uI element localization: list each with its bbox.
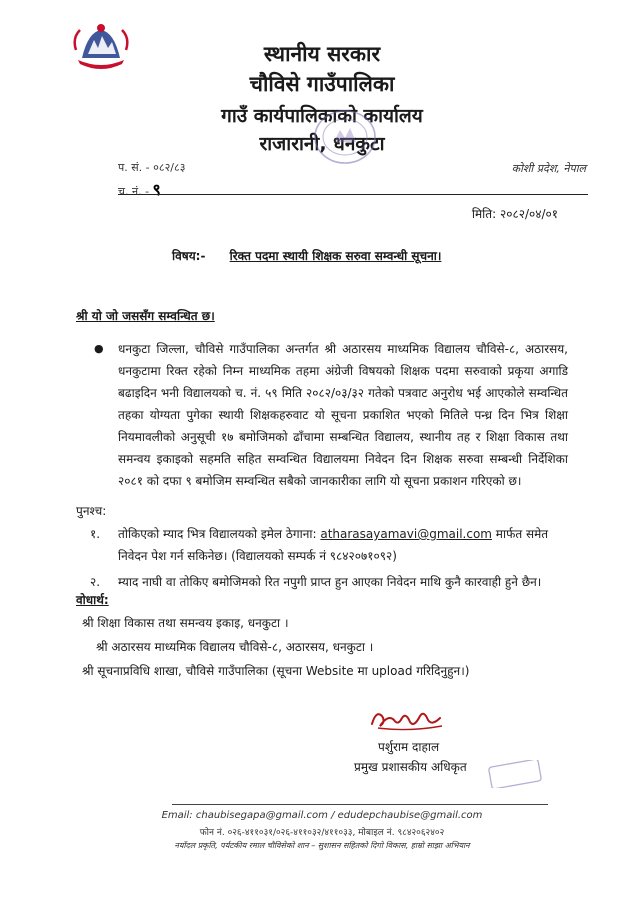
postscript-item-number: २. (90, 575, 101, 589)
header-municipality-name: चौविसे गाउँपालिका (249, 72, 395, 96)
header-divider (118, 194, 588, 195)
subject-text: रिक्त पदमा स्थायी शिक्षक सरुवा सम्वन्धी सूचना। (229, 249, 442, 263)
signatory-name: पर्शुराम दाहाल (378, 740, 440, 754)
postscript-item-1-contact: मार्फत समेत निवेदन पेश गर्न सकिनेछ। (विद्यालयको सम्पर्क नं ९८४२०७१०९२) (118, 527, 549, 563)
reference-number: प. सं. - ०८२/८३ (118, 161, 186, 174)
copy-to-label: वोधार्थ: (76, 593, 109, 607)
copy-to-item: श्री शिक्षा विकास तथा समन्वय इकाइ, धनकुटा । (82, 616, 289, 630)
dispatch-number-row (118, 178, 161, 200)
school-email-link[interactable]: atharasayamavi@gmail.com (320, 527, 492, 541)
dispatch-number-label: च. नं. - (118, 185, 150, 198)
handwritten-signature-icon (368, 706, 446, 734)
copy-to-item: श्री अठारसय माध्यमिक विद्यालय चौविसे-८, अठारसय, धनकुटा । (96, 640, 374, 654)
subject-label: विषय:- (172, 249, 206, 263)
postscript-item-1 (118, 523, 568, 567)
postscript-item-number: १. (90, 527, 101, 541)
letter-date: मिति: २०८२/०४/०१ (471, 207, 558, 221)
salutation: श्री यो जो जससँग सम्वन्धित छ। (76, 309, 215, 323)
header-address: राजारानी, धनकुटा (259, 133, 385, 155)
footer-emails: Email: chaubisegapa@gmail.com / edudepchaubise@gmail.com (161, 810, 483, 821)
bullet-icon: ● (94, 342, 104, 355)
province-label: कोशी प्रदेश, नेपाल (511, 162, 586, 175)
footer-divider (172, 804, 548, 805)
dispatch-number-value: ९ (152, 180, 161, 199)
footer-slogan: नयाँदल प्रकृति, पर्यटकीय रमाल चौविसेको शान – सुशासन सहितको दिगो विकास, हाम्रो साझा अभियान (174, 841, 470, 850)
header-local-government: स्थानीय सरकार (263, 42, 381, 66)
postscript-item-2: म्याद नाघी वा तोकिए बमोजिमको रित नपुगी प्राप्त हुन आएका निवेदन माथि कुनै कारवाही हुने छैन। (118, 575, 542, 589)
header-office-name: गाउँ कार्यपालिकाको कार्यालय (221, 105, 423, 127)
subject-line (172, 247, 441, 264)
officer-seal-stamp-icon (488, 760, 542, 788)
postscript-item-1-text: तोकिएको म्याद भित्र विद्यालयको इमेल ठेगाना: (118, 527, 321, 541)
postscript-label: पुनश्च: (76, 504, 107, 518)
office-seal-stamp-icon (312, 108, 378, 166)
notice-body-paragraph: धनकुटा जिल्ला, चौविसे गाउँपालिका अन्तर्गत श्री अठारसय माध्यमिक विद्यालय चौविसे-८, अठारसय, धनकुटामा रिक्त रहेको निम्न माध्यमिक तहमा अंग्रेजी विषयको शिक्षक पदमा सरुवाको प्रकृया अगाडि बढाइदिन भनी विद्यालयको च. नं. ५९ मिति २०८२/०३/३२ गतेको पत्रवाट अनुरोध भई आएकोले सम्वन्धित तहका योग्यता पुगेका स्थायी शिक्षकहरुवाट यो सूचना प्रकाशित भएको मितिले पन्ध्र दिन भित्र शिक्षा नियमावलीको अनुसूची १७ बमोजिमको ढाँचामा सम्बन्धित विद्यालय, स्थानीय तह र शिक्षा विकास तथा समन्वय इकाइको सहमति सहित सम्वन्धित विद्यालयमा निवेदन दिन शिक्षक सरुवा सम्बन्धी निर्देशिका २०८१ को दफा ९ बमोजिम सम्वन्धित सबैको जानकारीका लागि यो सूचना प्रकाशन गरिएको छ। (118, 342, 568, 488)
signatory-title: प्रमुख प्रशासकीय अधिकृत (354, 760, 467, 774)
footer-phones: फोन नं. ०२६-४११०३१/०२६-४११०३२/४११०३३, मोबाइल नं. ९८४२०६२४०२ (199, 828, 445, 838)
copy-to-item: श्री सूचनाप्रविधि शाखा, चौविसे गाउँपालिका (सूचना Website मा upload गरिदिनुहुन।) (82, 664, 470, 678)
